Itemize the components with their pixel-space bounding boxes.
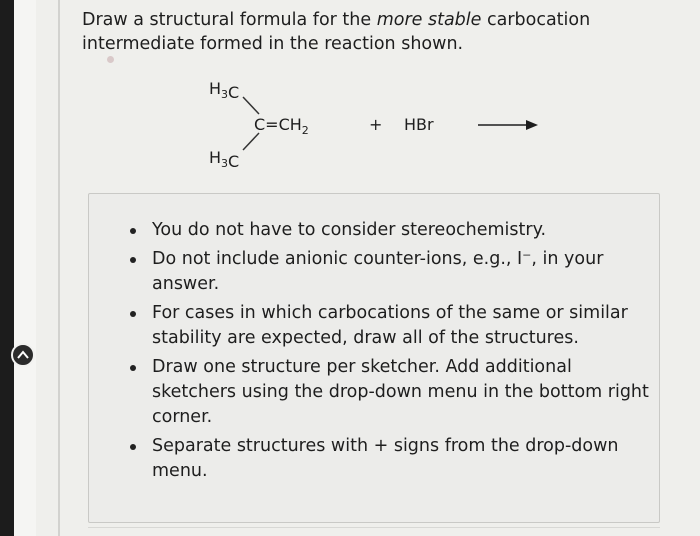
list-item — [128, 218, 658, 243]
list-item — [128, 434, 658, 484]
bullet-dot — [130, 365, 136, 371]
chevron-up-icon — [17, 350, 29, 360]
plus-sign: + — [369, 115, 383, 134]
instruction-text: Draw one structure per sketcher. Add additional sketchers using the drop-down menu in the bottom right corner. — [152, 357, 649, 427]
reagent-hbr: HBr — [404, 115, 434, 134]
methyl-group-top: $H_3C$ — [209, 79, 240, 102]
reaction-scheme — [0, 0, 700, 200]
alkene-center: $C=CH_2$ — [254, 115, 309, 137]
methyl-group-bottom: $H_3C$ — [209, 148, 240, 171]
bullet-dot — [130, 444, 136, 450]
bottom-border — [88, 527, 660, 528]
expand-toggle-button[interactable] — [11, 343, 35, 367]
bullet-dot — [130, 311, 136, 317]
question-emphasis: more stable — [376, 10, 482, 30]
bullet-dot — [130, 257, 136, 263]
instruction-text: For cases in which carbocations of the same or similar stability are expected, draw all of the structures. — [152, 303, 628, 348]
instruction-text: Do not include anionic counter-ions, e.g., I⁻, in your answer. — [152, 249, 604, 294]
bond-bottom — [243, 133, 259, 150]
instruction-list — [128, 218, 658, 488]
list-item — [128, 301, 658, 351]
list-item — [128, 247, 658, 297]
instruction-text: You do not have to consider stereochemistry. — [152, 220, 547, 240]
bullet-dot — [130, 228, 136, 234]
question-text-prefix: Draw a structural formula for the — [82, 10, 377, 30]
bond-top — [243, 97, 259, 114]
instruction-text: Separate structures with + signs from the drop-down menu. — [152, 436, 619, 481]
list-item — [128, 355, 658, 430]
reaction-arrow-head — [526, 120, 538, 130]
question-text-suffix: carbocation intermediate formed in the reaction shown. — [82, 10, 591, 54]
